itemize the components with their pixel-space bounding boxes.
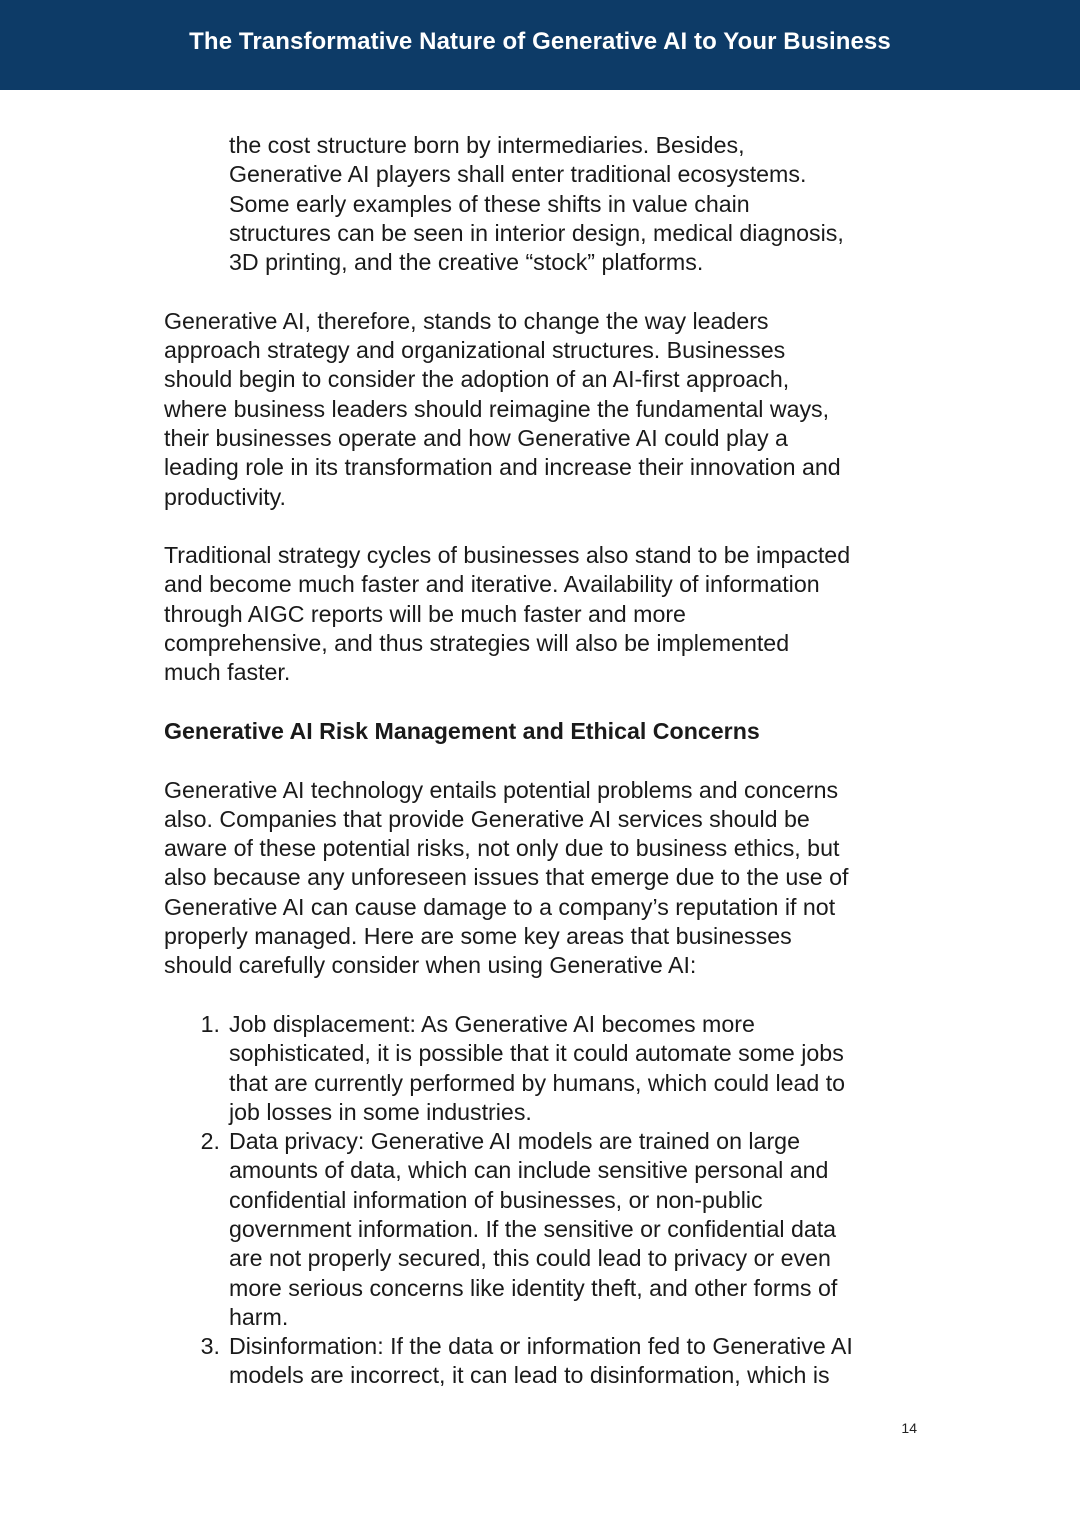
text-line: job losses in some industries. <box>229 1098 532 1125</box>
header-title: The Transformative Nature of Generative AI to Your Business <box>189 28 891 55</box>
text-line: Disinformation: If the data or information fed to Generative AI <box>229 1333 853 1360</box>
text-line: structures can be seen in interior design, medical diagnosis, <box>229 219 844 246</box>
text-line: 3D printing, and the creative “stock” platforms. <box>229 249 704 276</box>
list-number: 3. <box>200 1333 220 1360</box>
text-line: the cost structure born by intermediaries. Besides, <box>229 132 745 158</box>
text-line: that are currently performed by humans, which could lead to <box>229 1069 846 1096</box>
continued-list-item <box>164 131 924 277</box>
risk-list <box>164 1010 924 1391</box>
text-line: are not properly secured, this could lead to privacy or even <box>229 1245 831 1272</box>
page-header <box>0 0 1080 90</box>
list-item <box>164 1127 924 1332</box>
text-line: leading role in its transformation and increase their innovation and <box>164 454 841 481</box>
text-line: Job displacement: As Generative AI becomes more <box>229 1010 755 1037</box>
page-number: 14 <box>901 1420 917 1436</box>
list-number: 2. <box>200 1128 220 1155</box>
text-line: their businesses operate and how Generative AI could play a <box>164 424 788 451</box>
text-line: Generative AI, therefore, stands to change the way leaders <box>164 307 769 334</box>
text-line: Some early examples of these shifts in value chain <box>229 190 750 217</box>
text-line: Data privacy: Generative AI models are trained on large <box>229 1128 800 1155</box>
text-line: amounts of data, which can include sensitive personal and <box>229 1157 829 1184</box>
paragraph-strategy-cycles <box>164 541 924 687</box>
text-line: properly managed. Here are some key areas that businesses <box>164 923 792 950</box>
text-line: should carefully consider when using Generative AI: <box>164 952 697 979</box>
text-line: and become much faster and iterative. Availability of information <box>164 571 820 598</box>
page-content <box>164 131 924 1391</box>
text-line: Generative AI can cause damage to a company’s reputation if not <box>164 893 836 920</box>
text-line: aware of these potential risks, not only due to business ethics, but <box>164 835 840 862</box>
text-line: Traditional strategy cycles of businesses also stand to be impacted <box>164 542 851 569</box>
text-line: approach strategy and organizational structures. Businesses <box>164 337 786 364</box>
text-line: where business leaders should reimagine the fundamental ways, <box>164 395 830 422</box>
text-line: sophisticated, it is possible that it could automate some jobs <box>229 1040 844 1067</box>
paragraph-ai-first <box>164 307 924 512</box>
text-line: also because any unforeseen issues that emerge due to the use of <box>164 864 849 891</box>
list-item <box>164 1010 924 1127</box>
paragraph-risks <box>164 776 924 981</box>
list-item <box>164 1332 924 1391</box>
text-line: more serious concerns like identity theft, and other forms of <box>229 1274 838 1301</box>
text-line: also. Companies that provide Generative AI services should be <box>164 805 810 832</box>
text-line: Generative AI technology entails potential problems and concerns <box>164 776 839 803</box>
text-line: productivity. <box>164 483 286 510</box>
text-line: confidential information of businesses, or non-public <box>229 1186 763 1213</box>
text-line: Generative AI players shall enter traditional ecosystems. <box>229 161 807 188</box>
text-line: government information. If the sensitive or confidential data <box>229 1215 837 1242</box>
text-line: through AIGC reports will be much faster and more <box>164 600 686 627</box>
text-line: harm. <box>229 1303 289 1330</box>
text-line: should begin to consider the adoption of an AI-first approach, <box>164 366 790 393</box>
list-number: 1. <box>200 1010 220 1037</box>
text-line: much faster. <box>164 659 291 686</box>
text-line: models are incorrect, it can lead to disinformation, which is <box>229 1362 830 1389</box>
text-line: comprehensive, and thus strategies will also be implemented <box>164 630 790 657</box>
section-heading: Generative AI Risk Management and Ethical Concerns <box>164 717 760 744</box>
